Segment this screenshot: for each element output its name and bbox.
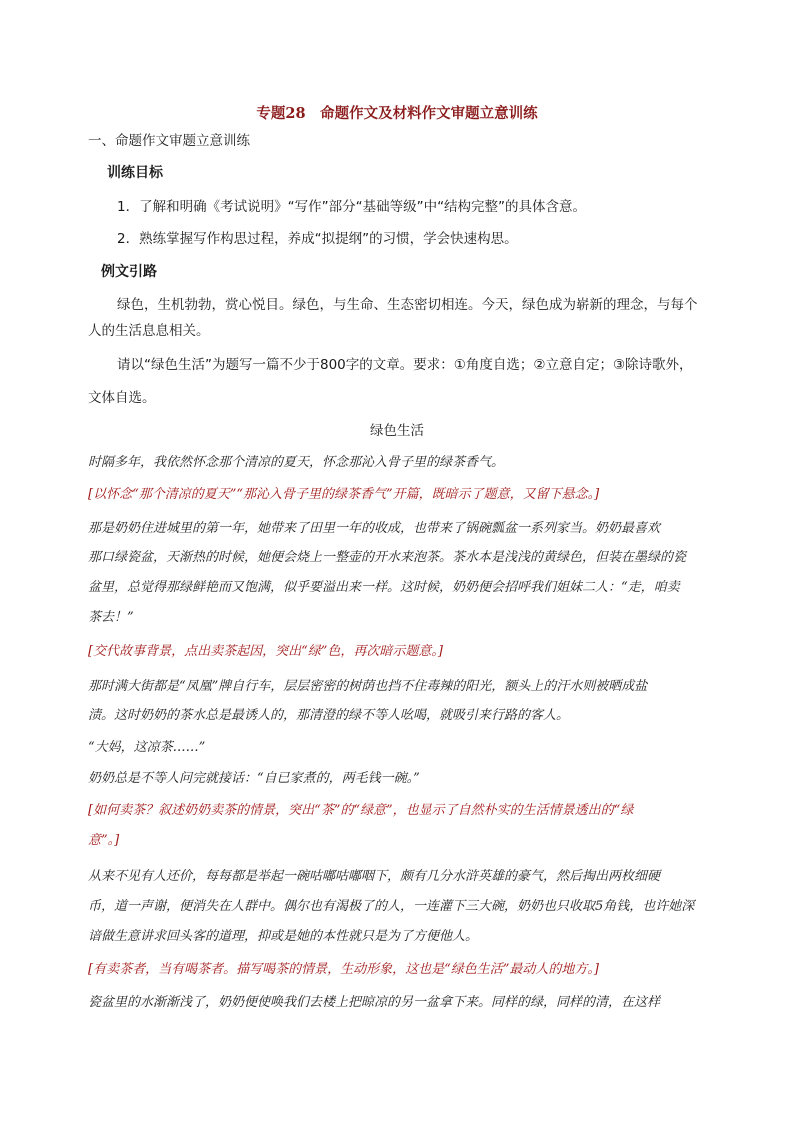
essay-paragraph: 谙做生意讲求回头客的道理，抑或是她的本性就只是为了方便他人。 <box>88 929 479 944</box>
annotation: 意”。] <box>88 833 120 848</box>
essay-paragraph: 币，道一声谢，便消失在人群中。偶尔也有渴极了的人，一连灌下三大碗，奶奶也只收取5角钱，也许她深 <box>88 899 695 914</box>
essay-paragraph: 那口绿瓷盆，天渐热的时候，她便会烧上一整壶的开水来泡茶。茶水本是浅浅的黄绿色，但装在墨绿的瓷 <box>88 550 687 565</box>
goal-heading: 训练目标 <box>107 165 163 181</box>
essay-title: 绿色生活 <box>370 423 424 439</box>
essay-paragraph: 时隔多年，我依然怀念那个清凉的夏天，怀念那沁入骨子里的绿茶香气。 <box>88 455 505 470</box>
essay-paragraph: 茶去！” <box>88 610 134 625</box>
goal-item: 2．熟练掌握写作构思过程，养成“拟提纲”的习惯，学会快速构思。 <box>117 231 518 247</box>
section-heading: 一、命题作文审题立意训练 <box>88 133 250 149</box>
annotation: [如何卖茶？叙述奶奶卖茶的情景，突出“茶”的“绿意”，也显示了自然朴实的生活情景透出的“绿 <box>88 803 634 818</box>
prompt-text: 文体自选。 <box>88 390 156 406</box>
annotation: [有卖茶者，当有喝茶者。描写喝茶的情景，生动形象，这也是“绿色生活”最动人的地方。] <box>88 962 599 977</box>
essay-paragraph: 那是奶奶住进城里的第一年，她带来了田里一年的收成，也带来了锅碗瓢盆一系列家当。奶奶最喜欢 <box>88 521 661 536</box>
annotation: [以怀念“那个清凉的夏天”“那沁入骨子里的绿茶香气”开篇，既暗示了题意，又留下悬念。] <box>88 487 600 502</box>
essay-paragraph: 渍。这时奶奶的茶水总是最诱人的，那清澄的绿不等人吆喝，就吸引来行路的客人。 <box>88 708 570 723</box>
essay-paragraph: 从来不见有人还价，每每都是举起一碗咕嘟咕嘟咽下，颇有几分水浒英雄的豪气，然后掏出两枚细硬 <box>88 869 661 884</box>
essay-paragraph: “大妈，这凉茶……” <box>88 740 206 755</box>
essay-paragraph: 瓷盆里的水渐渐浅了，奶奶便使唤我们去楼上把晾凉的另一盆拿下来。同样的绿，同样的清，在这样 <box>88 995 661 1010</box>
prompt-text: 请以“绿色生活”为题写一篇不少于800字的文章。要求：①角度自选；②立意自定；③除诗歌外， <box>117 357 693 373</box>
essay-paragraph: 盆里，总觉得那绿鲜艳而又饱满，似乎要溢出来一样。这时候，奶奶便会招呼我们姐妹二人：“走，咱卖 <box>88 580 680 595</box>
essay-paragraph: 奶奶总是不等人问完就接话：“自已家煮的，两毛钱一碗。” <box>88 771 420 786</box>
goal-item: 1．了解和明确《考试说明》“写作”部分“基础等级”中“结构完整”的具体含意。 <box>117 199 587 215</box>
annotation: [交代故事背景，点出卖茶起因，突出“绿”色，再次暗示题意。] <box>88 644 443 659</box>
prompt-text: 人的生活息息相关。 <box>88 323 210 339</box>
page-title: 专题28 命题作文及材料作文审题立意训练 <box>256 105 538 122</box>
example-heading: 例文引路 <box>101 264 157 280</box>
essay-paragraph: 那时满大街都是“凤凰”牌自行车，层层密密的树荫也挡不住毒辣的阳光，额头上的汗水则被晒成盐 <box>88 679 648 694</box>
prompt-text: 绿色，生机勃勃，赏心悦目。绿色，与生命、生态密切相连。今天，绿色成为崭新的理念，与每个 <box>117 297 698 313</box>
